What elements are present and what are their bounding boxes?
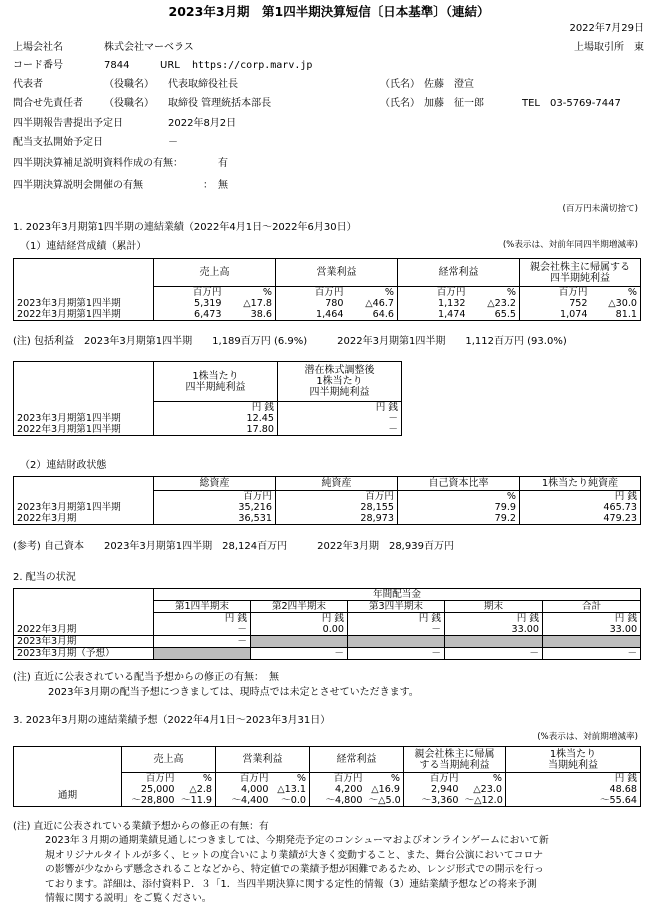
eps-table: [13, 361, 402, 436]
unit-yen: 円 銭: [154, 402, 278, 414]
unit-pct: %: [347, 287, 398, 299]
forecast-note-line: 情報に関する説明」をご覧ください。: [45, 893, 212, 905]
report-date: 2022年7月29日: [569, 23, 644, 34]
dividend-note: (注) 直近に公表されている配当予想からの修正の有無： 無: [13, 672, 279, 683]
table-header-blank: [14, 259, 154, 287]
report-date-value: 2022年8月2日: [168, 118, 237, 129]
unit-pct: %: [591, 287, 641, 299]
cell-value: △23.2: [469, 298, 520, 309]
unit-mil: 百万円: [404, 773, 462, 785]
cell-value: 38.6: [225, 309, 276, 321]
supplementary-value: 有: [218, 158, 228, 169]
rep-title-label: （役職名）: [104, 79, 154, 90]
contact-title: 取締役 管理統括本部長: [168, 98, 272, 109]
cell-value: 1,132: [398, 298, 469, 309]
section2-heading: 2. 配当の状況: [13, 572, 76, 583]
dividend-start-label: 配当支払開始予定日: [13, 137, 103, 148]
forecast-note-line: 規オリジナルタイトルが多く、ヒットの度合いにより業績が大きく変動すること、また、舞台公演においてコロナ: [45, 849, 544, 861]
unit-cell-blank: [14, 402, 154, 414]
row-label: 2022年3月期: [14, 624, 154, 636]
unit-pct: %: [398, 491, 520, 503]
forecast-note-line: 2023年３月期の通期業績見通しにつきましては、今期発売予定のコンシューマおよびオンラインゲームにおいて新: [45, 835, 549, 847]
cell-value: 36,531: [154, 513, 276, 525]
cell-value: ～28,800: [122, 795, 178, 807]
cell-value: 28,973: [276, 513, 398, 525]
unit-pct: %: [272, 773, 310, 785]
col-header-net-profit: [404, 747, 506, 773]
col-header-eps-line1: 1株当たり: [192, 370, 239, 382]
col-header-bps: 1株当たり純資産: [520, 477, 641, 491]
col-header-eps-line2: 四半期純利益: [185, 381, 246, 393]
cell-value: ～0.0: [272, 795, 310, 807]
unit-mil: 百万円: [398, 287, 469, 299]
operating-results-table: [13, 258, 641, 321]
cell-value: －: [445, 648, 543, 660]
unit-cell-blank: [14, 773, 122, 785]
col-header-diluted-line2: 1株当たり: [316, 376, 363, 387]
table-header-blank: [14, 477, 154, 491]
row-label: 2023年3月期第1四半期: [14, 298, 154, 309]
col-header-q3-end: 第3四半期末: [348, 601, 445, 613]
cell-value: ～55.64: [506, 795, 641, 807]
col-header-ordinary-profit: 経常利益: [310, 747, 404, 773]
col-header-total-assets: 総資産: [154, 477, 276, 491]
col-header-net-profit-line1: 親会社株主に帰属する: [530, 261, 630, 273]
cell-value: 79.9: [398, 502, 520, 513]
financial-position-table: [13, 476, 641, 525]
report-date-label: 四半期報告書提出予定日: [13, 118, 123, 129]
contact-tel: TEL 03-5769-7447: [522, 98, 621, 109]
financial-position-subheading: （2）連結財政状態: [20, 460, 107, 471]
table-header-blank: [14, 589, 154, 601]
cell-value: △17.8: [225, 298, 276, 309]
cell-value: ～11.9: [178, 795, 216, 807]
dividend-start-value: －: [168, 137, 178, 148]
cell-value: ～3,360: [404, 795, 462, 807]
unit-yen: 円 銭: [154, 613, 251, 625]
cell-value: 79.2: [398, 513, 520, 525]
section3-heading: 3. 2023年3月期の連結業績予想（2022年4月1日～2023年3月31日）: [13, 715, 331, 726]
code-value: 7844: [104, 60, 130, 71]
dividend-table: [13, 588, 641, 660]
col-header-net-profit-line2: 四半期純利益: [550, 272, 610, 284]
section3-pct-note: (%表示は、対前期増減率): [537, 732, 638, 742]
cell-value: 17.80: [154, 424, 278, 436]
code-label: コード番号: [13, 60, 63, 71]
cell-value: 25,000: [122, 784, 178, 795]
cell-value: 5,319: [154, 298, 225, 309]
dividend-note-detail: 2023年3月期の配当予想につきましては、現時点では未定とさせていただきます。: [48, 687, 419, 698]
col-header-operating-profit: 営業利益: [216, 747, 310, 773]
col-header-annual-dividend: 年間配当金: [154, 589, 641, 601]
row-label: 通期: [14, 784, 122, 807]
cell-value: －: [348, 648, 445, 660]
stock-exchange: 上場取引所 東: [574, 42, 644, 53]
forecast-table: [13, 746, 641, 807]
col-header-net-profit: [520, 259, 641, 287]
cell-value: △23.0: [462, 784, 506, 795]
unit-yen: 円 銭: [278, 402, 402, 414]
rep-name: 佐藤 澄宣: [424, 79, 474, 90]
section1-subheading: （1）連結経営成績（累計）: [20, 241, 147, 252]
unit-mil: 百万円: [154, 491, 276, 503]
col-header-total: 合計: [543, 601, 641, 613]
cell-value: 780: [276, 298, 347, 309]
unit-yen: 円 銭: [520, 491, 641, 503]
col-header-net-profit-line1: 親会社株主に帰属: [414, 748, 495, 760]
col-header-q1-end: 第1四半期末: [154, 601, 251, 613]
forecast-note-line: の影響が少なからず懸念されることなどから、特定値での業績予想が困難であるため、レンジ形式での開示を行っ: [45, 864, 544, 876]
cell-value: 12.45: [154, 413, 278, 424]
cell-value: 4,200: [310, 784, 366, 795]
cell-value: △46.7: [347, 298, 398, 309]
cell-value: 752: [520, 298, 591, 309]
cell-value: △16.9: [366, 784, 404, 795]
unit-mil: 百万円: [276, 491, 398, 503]
cell-value: 81.1: [591, 309, 641, 321]
cell-value: 1,074: [520, 309, 591, 321]
listed-company-label: 上場会社名: [13, 42, 63, 53]
unit-mil: 百万円: [310, 773, 366, 785]
cell-value: －: [543, 648, 641, 660]
briefing-value: 無: [218, 180, 228, 191]
cell-value: 28,155: [276, 502, 398, 513]
cell-value: 1,474: [398, 309, 469, 321]
shaded-cell: [154, 648, 251, 660]
representative-label: 代表者: [13, 79, 43, 90]
unit-yen: 円 銭: [543, 613, 641, 625]
cell-value: △13.1: [272, 784, 310, 795]
unit-mil: 百万円: [122, 773, 178, 785]
cell-value: ～4,400: [216, 795, 272, 807]
unit-mil: 百万円: [520, 287, 591, 299]
contact-name-label: （氏名）: [380, 98, 420, 109]
unit-yen: 円 銭: [506, 773, 641, 785]
col-header-sales: 売上高: [154, 259, 276, 287]
unit-note: (百万円未満切捨て): [562, 204, 638, 214]
col-header-diluted-line1: 潜在株式調整後: [304, 365, 375, 376]
forecast-notes: [13, 820, 643, 906]
col-header-diluted-eps: [278, 362, 402, 402]
col-header-eps-line1: 1株当たり: [549, 748, 597, 760]
cell-value: ～△12.0: [462, 795, 506, 807]
row-label: 2022年3月期第1四半期: [14, 309, 154, 321]
unit-yen: 円 銭: [445, 613, 543, 625]
url-label: URL: [160, 60, 180, 71]
contact-title-label: （役職名）: [104, 98, 154, 109]
cell-value: 465.73: [520, 502, 641, 513]
section1-heading: 1. 2023年3月期第1四半期の連結業績（2022年4月1日～2022年6月30日）: [13, 222, 357, 233]
equity-reference-note: (参考) 自己資本 2023年3月期第1四半期 28,124百万円 2022年3月期 28,939百万円: [13, 541, 454, 552]
row-label: 2022年3月期: [14, 513, 154, 525]
cell-value: －: [278, 424, 402, 436]
table-header-blank: [14, 362, 154, 402]
unit-pct: %: [178, 773, 216, 785]
row-label: 2023年3月期第1四半期: [14, 502, 154, 513]
unit-cell-blank: [14, 491, 154, 503]
cell-value: 64.6: [347, 309, 398, 321]
unit-mil: 百万円: [216, 773, 272, 785]
briefing-label: 四半期決算説明会開催の有無: [13, 180, 143, 191]
cell-value: 2,940: [404, 784, 462, 795]
comprehensive-income-note: (注) 包括利益 2023年3月期第1四半期 1,189百万円 (6.9%) 2022年3月期第1四半期 1,112百万円 (93.0%): [13, 336, 567, 347]
contact-label: 問合せ先責任者: [13, 98, 83, 109]
unit-pct: %: [462, 773, 506, 785]
document-title: 2023年3月期 第1四半期決算短信〔日本基準〕（連結）: [168, 4, 490, 19]
unit-pct: %: [225, 287, 276, 299]
cell-value: 479.23: [520, 513, 641, 525]
cell-value: △2.8: [178, 784, 216, 795]
cell-value: 4,000: [216, 784, 272, 795]
cell-value: ～△5.0: [366, 795, 404, 807]
unit-yen: 円 銭: [348, 613, 445, 625]
cell-value: 33.00: [445, 624, 543, 636]
rep-title: 代表取締役社長: [168, 79, 238, 90]
listed-company-name: 株式会社マーベラス: [104, 42, 194, 53]
unit-pct: %: [469, 287, 520, 299]
col-header-ordinary-profit: 経常利益: [398, 259, 520, 287]
unit-mil: 百万円: [154, 287, 225, 299]
company-url-link[interactable]: https://corp.marv.jp: [192, 60, 313, 71]
cell-value: 35,216: [154, 502, 276, 513]
cell-value: －: [154, 624, 251, 636]
cell-value: △30.0: [591, 298, 641, 309]
unit-mil: 百万円: [276, 287, 347, 299]
briefing-colon: ：: [203, 180, 213, 191]
cell-value: 33.00: [543, 624, 641, 636]
col-header-q2-end: 第2四半期末: [251, 601, 348, 613]
shaded-cell: [251, 636, 348, 648]
cell-value: 0.00: [251, 624, 348, 636]
row-label: 2022年3月期第1四半期: [14, 424, 154, 436]
cell-value: －: [154, 636, 251, 648]
cell-value: 6,473: [154, 309, 225, 321]
col-header-year-end: 期末: [445, 601, 543, 613]
cell-value: －: [348, 624, 445, 636]
rep-name-label: （氏名）: [380, 79, 420, 90]
row-label: 2023年3月期: [14, 636, 154, 648]
cell-value: －: [278, 413, 402, 424]
unit-yen: 円 銭: [251, 613, 348, 625]
table-header-blank: [14, 601, 154, 613]
forecast-note-line: ております。詳細は、添付資料Ｐ．３「1．当四半期決算に関する定性的情報（3）連結業績予想などの将来予測: [45, 878, 537, 890]
forecast-note-line: (注) 直近に公表されている業績予想からの修正の有無：有: [13, 821, 269, 832]
col-header-eps-line2: 当期純利益: [548, 759, 598, 771]
shaded-cell: [543, 636, 641, 648]
col-header-eps: [154, 362, 278, 402]
shaded-cell: [445, 636, 543, 648]
contact-name: 加藤 征一郎: [424, 98, 484, 109]
cell-value: ～4,800: [310, 795, 366, 807]
section1-pct-note: (%表示は、対前年同四半期増減率): [502, 240, 638, 250]
col-header-net-profit-line2: する当期純利益: [419, 759, 490, 771]
unit-cell-blank: [14, 287, 154, 299]
cell-value: 1,464: [276, 309, 347, 321]
col-header-diluted-line3: 四半期純利益: [309, 387, 370, 398]
col-header-operating-profit: 営業利益: [276, 259, 398, 287]
col-header-sales: 売上高: [122, 747, 216, 773]
supplementary-label: 四半期決算補足説明資料作成の有無：: [13, 158, 183, 169]
unit-pct: %: [366, 773, 404, 785]
col-header-eps: [506, 747, 641, 773]
row-label: 2023年3月期第1四半期: [14, 413, 154, 424]
unit-cell-blank: [14, 613, 154, 625]
row-label: 2023年3月期（予想）: [14, 648, 154, 660]
cell-value: 65.5: [469, 309, 520, 321]
cell-value: －: [251, 648, 348, 660]
cell-value: 48.68: [506, 784, 641, 795]
shaded-cell: [348, 636, 445, 648]
col-header-equity-ratio: 自己資本比率: [398, 477, 520, 491]
table-header-blank: [14, 747, 122, 773]
col-header-net-assets: 純資産: [276, 477, 398, 491]
